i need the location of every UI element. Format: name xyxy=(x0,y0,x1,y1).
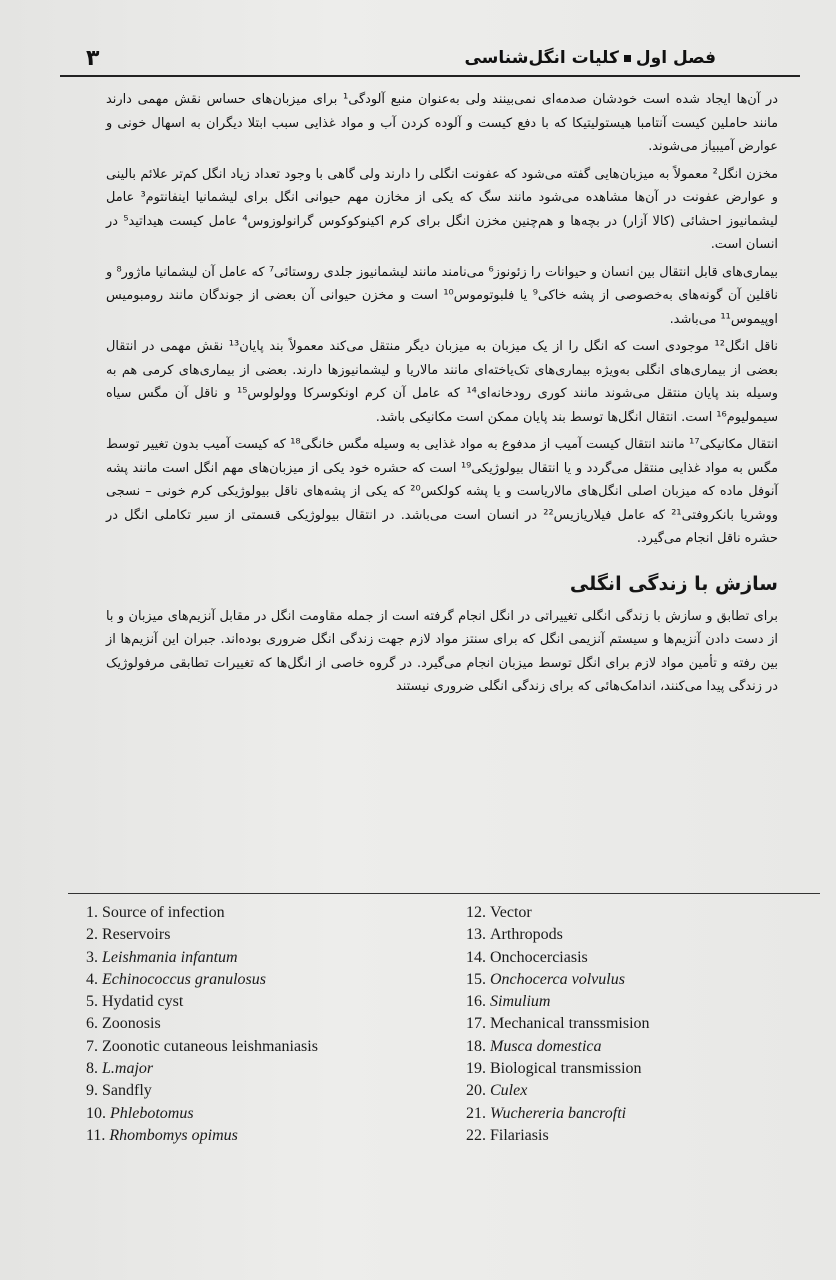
footnote-number: 16. xyxy=(466,993,486,1011)
footnote-item xyxy=(86,902,416,924)
footnote-item xyxy=(86,969,416,991)
footnote-number: 2. xyxy=(86,926,98,944)
footnote-number: 5. xyxy=(86,993,98,1011)
footnote-number: 13. xyxy=(466,926,486,944)
footnote-item xyxy=(86,1013,416,1035)
footnote-term: Reservoirs xyxy=(102,926,171,944)
footnote-number: 22. xyxy=(466,1126,486,1144)
footnote-item xyxy=(466,1125,796,1147)
footnote-number: 6. xyxy=(86,1015,98,1033)
paragraph: بیماری‌های قابل انتقال بین انسان و حیوانات را زئونوز⁶ می‌نامند مانند لیشمانیوز جلدی روستائی⁷ که عامل آن لیشمانیا ماژور⁸ و ناقلین آن گونه‌های به‌خصوصی از پشه خاکی⁹ یا فلبوتوموس¹⁰ است و مخزن حیوانی آن بعضی از جوندگان مانند رومبومیس اوپیموس¹¹ می‌باشد. xyxy=(106,264,778,327)
footnote-item xyxy=(466,1103,796,1125)
footnote-number: 4. xyxy=(86,970,98,988)
footnote-number: 8. xyxy=(86,1060,98,1078)
footnote-term: Zoonosis xyxy=(102,1015,161,1033)
footnote-term: Source of infection xyxy=(102,904,225,921)
footnote-number: 20. xyxy=(466,1082,486,1100)
footnote-item xyxy=(86,1125,416,1147)
footnote-item xyxy=(86,1036,416,1058)
footnote-number: 11. xyxy=(86,1126,106,1144)
footnote-number: 1. xyxy=(86,904,98,921)
footnote-number: 17. xyxy=(466,1015,486,1033)
chapter-label: فصل اول xyxy=(635,48,716,68)
footnote-item xyxy=(466,924,796,946)
footnote-number: 9. xyxy=(86,1082,98,1100)
footnote-term: Wuchereria bancrofti xyxy=(490,1104,627,1122)
footnote-column-left xyxy=(86,902,416,1147)
page-header xyxy=(60,44,800,74)
footnote-number: 3. xyxy=(86,948,98,966)
footnote-term: Musca domestica xyxy=(490,1037,602,1055)
footnote-item xyxy=(466,902,796,924)
footnote-item xyxy=(466,1036,796,1058)
page-number: ۳ xyxy=(86,46,100,71)
footnote-item xyxy=(466,947,796,969)
footnote-item xyxy=(86,1058,416,1080)
footnote-term: Hydatid cyst xyxy=(102,993,184,1011)
running-head xyxy=(464,48,716,68)
footnote-term: Arthropods xyxy=(490,926,563,944)
footnote-term: Culex xyxy=(490,1082,528,1100)
footnote-item xyxy=(86,991,416,1013)
footnote-item xyxy=(466,1013,796,1035)
footnote-item xyxy=(86,1103,416,1125)
chapter-title: کلیات انگل‌شناسی xyxy=(464,48,619,68)
footnote-term: Simulium xyxy=(490,993,551,1011)
footnote-item xyxy=(86,947,416,969)
footnote-term: Echinococcus granulosus xyxy=(102,970,266,988)
footnote-item xyxy=(86,1080,416,1102)
paragraph: انتقال مکانیکی¹⁷ مانند انتقال کیست آمیب از مدفوع به مواد غذایی به وسیله مگس خانگی¹⁸ که کیست آمیب بدون تغییر توسط مگس به مواد غذایی منتقل می‌گردد و یا انتقال بیولوژیکی¹⁹ است که حشره خود یکی از میزبان‌های مهم انگل است مانند پشه آنوفل ماده که میزبان اصلی انگل‌های مالاریاست و یا پشه کولکس²⁰ که یکی از پشه‌های ناقل بیولوژیکی کرم خونی – نسجی ووشریا بانکروفتی²¹ که عامل فیلاریازیس²² در انسان است می‌باشد. در انتقال بیولوژیکی قسمتی از سیر تکاملی انگل در حشره ناقل انجام می‌گیرد. xyxy=(106,437,779,546)
paragraph: برای تطابق و سازش با زندگی انگلی تغییراتی در انگل انجام گرفته است از جمله مقاومت انگل در مقابل آنزیم‌های میزبان و با از دست دادن آنزیم‌ها و سیستم آنزیمی انگل که برای سنتز مواد لازم جهت زندگی انگل ضروری بوده‌اند. جبران این آنزیم‌ها از بین رفته و تأمین مواد لازم برای انگل توسط میزبان انجام می‌گیرد. در گروه خاصی از انگل‌ها که تغییرات تطابقی مرفولوژیک در زندگی پیدا می‌کنند، اندامک‌هائی که برای زندگی انگلی ضروری نیستند xyxy=(106,608,778,694)
footnote-term: Sandfly xyxy=(102,1082,152,1100)
footnote-term: Phlebotomus xyxy=(110,1104,194,1122)
footnote-item xyxy=(466,1058,796,1080)
footnote-term: Onchocerciasis xyxy=(490,948,588,966)
footnote-number: 21. xyxy=(466,1104,486,1122)
paragraph: در آن‌ها ایجاد شده است خودشان صدمه‌ای نمی‌بینند ولی به‌عنوان منبع آلودگی¹ برای میزبان‌های حساس نقش مهمی دارند مانند حاملین کیست آنتامبا هیستولیتیکا که با دفع کیست و آلوده کردن آب و مواد غذایی سبب ابتلا دیگران به اسهال خونی و عوارض آمیبیاز می‌شوند. xyxy=(106,92,778,154)
body-text xyxy=(106,88,778,703)
footnote-number: 18. xyxy=(466,1037,486,1055)
header-rule xyxy=(60,75,800,77)
footnote-number: 12. xyxy=(466,904,486,921)
footnote-term: Rhombomys opimus xyxy=(109,1126,238,1144)
footnote-number: 10. xyxy=(86,1104,106,1122)
footnote-term: Filariasis xyxy=(490,1126,549,1144)
section-heading: سازش با زندگی انگلی xyxy=(569,572,778,595)
footnote-item xyxy=(466,991,796,1013)
footnote-item xyxy=(466,1080,796,1102)
paragraph: مخزن انگل² معمولاً به میزبان‌هایی گفته می‌شود که عفونت انگلی را دارند ولی گاهی با وجود تعداد زیاد انگل کم‌تر علائم بالینی و عوارض عفونت در آن‌ها مشاهده می‌شود مانند سگ که یکی از مخازن مهم حیوانی انگل برای لیشمانیا اینفانتوم³ عامل لیشمانیوز احشائی (کالا آزار) در بچه‌ها و هم‌چنین مخزن انگل برای کرم اکینوکوکوس گرانولوزوس⁴ عامل کیست هیداتید⁵ در انسان است. xyxy=(106,166,779,252)
paragraph: ناقل انگل¹² موجودی است که انگل را از یک میزبان به میزبان دیگر منتقل می‌کند معمولاً بند پایان¹³ نقش مهمی در انتقال بعضی از بیماری‌های انگلی به‌ویژه بیماری‌های تک‌یاخته‌ای مانند مالاریا و لیشمانیوزها دارند. بعضی از بیماری‌های کرمی هم به وسیله بند پایان منتقل می‌شوند مانند کوری رودخانه‌ای¹⁴ که عامل آن کرم اونکوسرکا وولولوس¹⁵ و ناقل آن مگس سیاه سیمولیوم¹⁶ است. انتقال انگل‌ها توسط بند پایان ممکن است مکانیکی باشد. xyxy=(106,339,778,425)
footnote-number: 7. xyxy=(86,1037,98,1055)
footnote-rule xyxy=(68,893,820,894)
footnote-column-right xyxy=(466,902,796,1147)
footnote-term: Biological transmission xyxy=(490,1060,642,1078)
footnote-term: Mechanical transsmision xyxy=(490,1015,650,1033)
separator-square-icon xyxy=(624,55,631,62)
footnote-term: Leishmania infantum xyxy=(102,948,238,966)
footnote-term: Zoonotic cutaneous leishmaniasis xyxy=(102,1037,318,1055)
footnote-item xyxy=(86,924,416,946)
footnote-number: 19. xyxy=(466,1060,486,1078)
footnote-item xyxy=(466,969,796,991)
footnote-number: 14. xyxy=(466,948,486,966)
footnote-term: Onchocerca volvulus xyxy=(490,970,625,988)
footnote-term: Vector xyxy=(490,904,532,921)
footnote-number: 15. xyxy=(466,970,486,988)
footnote-term: L.major xyxy=(102,1060,154,1078)
